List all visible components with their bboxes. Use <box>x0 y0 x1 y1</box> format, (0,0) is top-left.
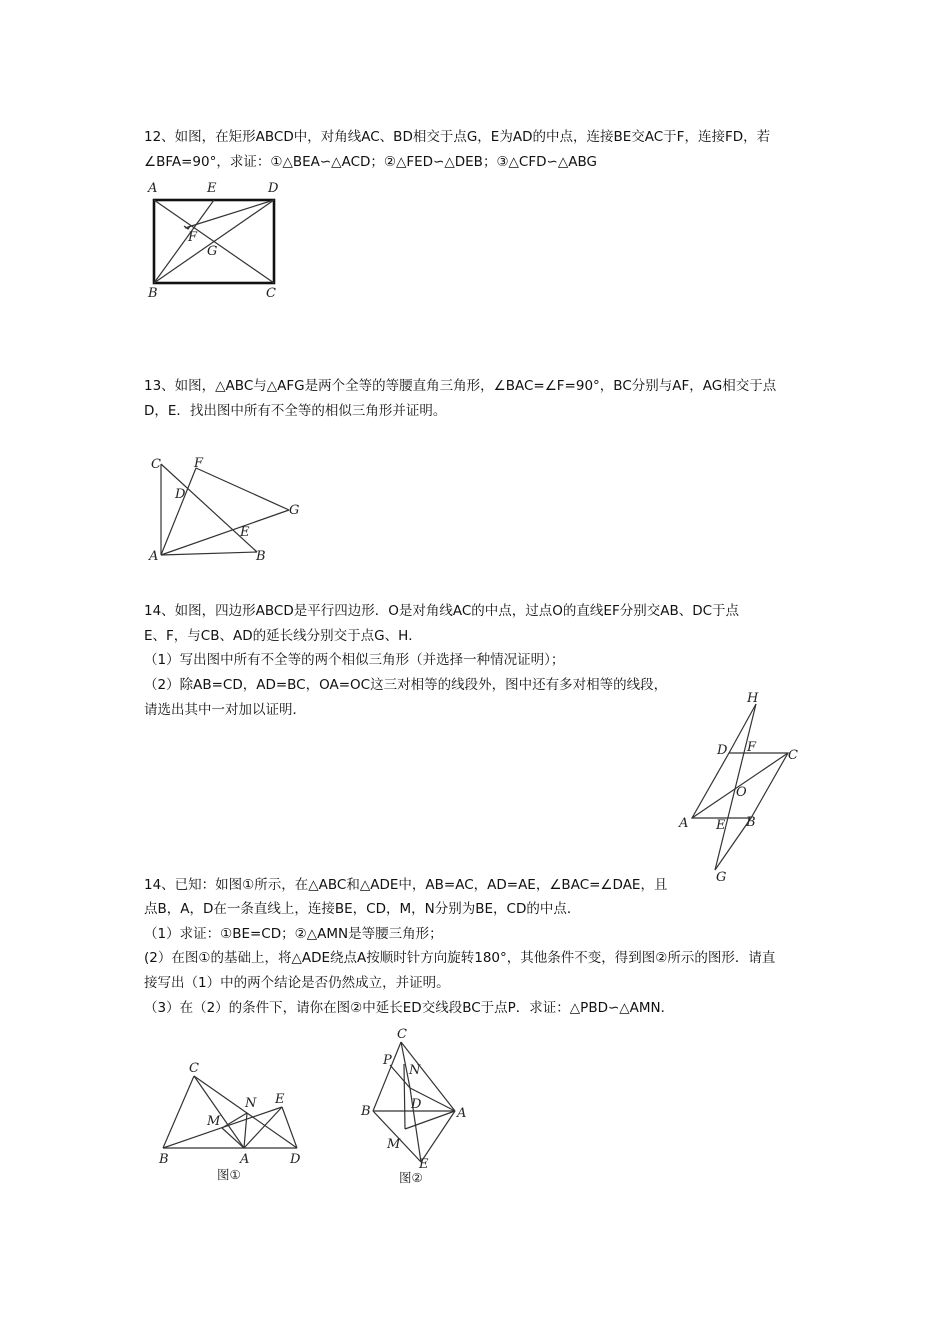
fig1-label-m: M <box>207 1114 221 1129</box>
fig1-label-c: C <box>189 1061 199 1076</box>
fig12-label-d: D <box>268 181 279 196</box>
fig12-label-g: G <box>207 244 218 259</box>
p14b-line-6: （3）在（2）的条件下，请你在图②中延长ED交线段BC于点P．求证：△PBD∽△AMN． <box>144 1000 675 1016</box>
p14a-line-1: 14、如图，四边形ABCD是平行四边形．O是对角线AC的中点，过点O的直线EF分别交AB、DC于点 <box>144 603 740 619</box>
fig1-label-b: B <box>159 1152 169 1167</box>
fig2-caption: 图② <box>399 1170 423 1185</box>
p14a-line-4: （2）除AB=CD，AD=BC，OA=OC这三对相等的线段外，图中还有多对相等的线段， <box>144 677 668 693</box>
p14b-line-1: 14、已知：如图①所示，在△ABC和△ADE中，AB=AC，AD=AE，∠BAC=∠DAE，且 <box>144 877 668 893</box>
fig12-label-a: A <box>148 181 158 196</box>
fig13-label-g: G <box>289 503 300 518</box>
fig1-label-e: E <box>275 1092 285 1107</box>
fig2-label-m: M <box>387 1137 401 1152</box>
p14a-line-5: 请选出其中一对加以证明． <box>144 702 306 718</box>
fig12-label-b: B <box>148 286 158 301</box>
figure-13-triangles <box>145 452 310 567</box>
fig12-label-e: E <box>207 181 217 196</box>
fig14a-label-f: F <box>747 740 757 755</box>
fig1-label-d: D <box>290 1152 301 1167</box>
fig14a-label-c: C <box>788 748 798 763</box>
p14a-line-2: E、F，与CB、AD的延长线分别交于点G、H． <box>144 628 422 644</box>
p13-line-2: D，E．找出图中所有不全等的相似三角形并证明。 <box>144 403 447 419</box>
fig12-label-c: C <box>266 286 276 301</box>
fig14a-label-e: E <box>716 818 726 833</box>
fig14a-label-o: O <box>736 785 747 800</box>
figure-12-rectangle <box>140 178 290 303</box>
fig2-label-c: C <box>397 1027 407 1042</box>
fig2-label-a: A <box>457 1106 467 1121</box>
fig13-label-e: E <box>240 525 250 540</box>
fig2-label-e: E <box>419 1157 429 1172</box>
p14a-line-3: （1）写出图中所有不全等的两个相似三角形（并选择一种情况证明）； <box>144 652 565 668</box>
fig13-label-b: B <box>256 549 266 564</box>
fig2-label-b: B <box>361 1104 371 1119</box>
p12-line-2: ∠BFA=90°，求证：①△BEA∽△ACD；②△FED∽△DEB；③△CFD∽△ABG <box>144 154 597 170</box>
fig2-label-n: N <box>409 1063 421 1078</box>
p14b-line-5: 接写出（1）中的两个结论是否仍然成立，并证明。 <box>144 975 450 991</box>
fig1-caption: 图① <box>217 1167 241 1182</box>
fig14a-label-d: D <box>717 743 728 758</box>
fig2-label-d: D <box>411 1097 422 1112</box>
fig14a-label-a: A <box>679 816 689 831</box>
fig14a-label-b: B <box>746 815 756 830</box>
p14b-line-4: (2）在图①的基础上，将△ADE绕点A按顺时针方向旋转180°，其他条件不变，得到图②所示的图形．请直 <box>144 950 776 966</box>
p13-line-1: 13、如图，△ABC与△AFG是两个全等的等腰直角三角形，∠BAC=∠F=90°，BC分别与AF，AG相交于点 <box>144 378 777 394</box>
fig13-label-a: A <box>149 549 159 564</box>
fig12-label-f: F <box>188 230 198 245</box>
figure-14-1 <box>155 1055 315 1185</box>
p14b-line-2: 点B，A，D在一条直线上，连接BE，CD，M，N分别为BE，CD的中点． <box>144 901 581 917</box>
p14b-line-3: （1）求证：①BE=CD；②△AMN是等腰三角形； <box>144 926 443 942</box>
fig13-label-f: F <box>194 456 204 471</box>
fig13-label-c: C <box>151 457 161 472</box>
figure-14-parallelogram <box>675 688 815 888</box>
figure-14-2 <box>355 1022 485 1192</box>
fig14a-label-g: G <box>716 870 727 885</box>
fig1-label-a: A <box>240 1152 250 1167</box>
p12-line-1: 12、如图，在矩形ABCD中，对角线AC、BD相交于点G，E为AD的中点，连接BE交AC于F，连接FD，若 <box>144 129 771 145</box>
fig13-label-d: D <box>175 487 186 502</box>
fig14a-label-h: H <box>747 691 759 706</box>
fig1-label-n: N <box>245 1096 257 1111</box>
fig2-label-p: P <box>383 1053 392 1068</box>
